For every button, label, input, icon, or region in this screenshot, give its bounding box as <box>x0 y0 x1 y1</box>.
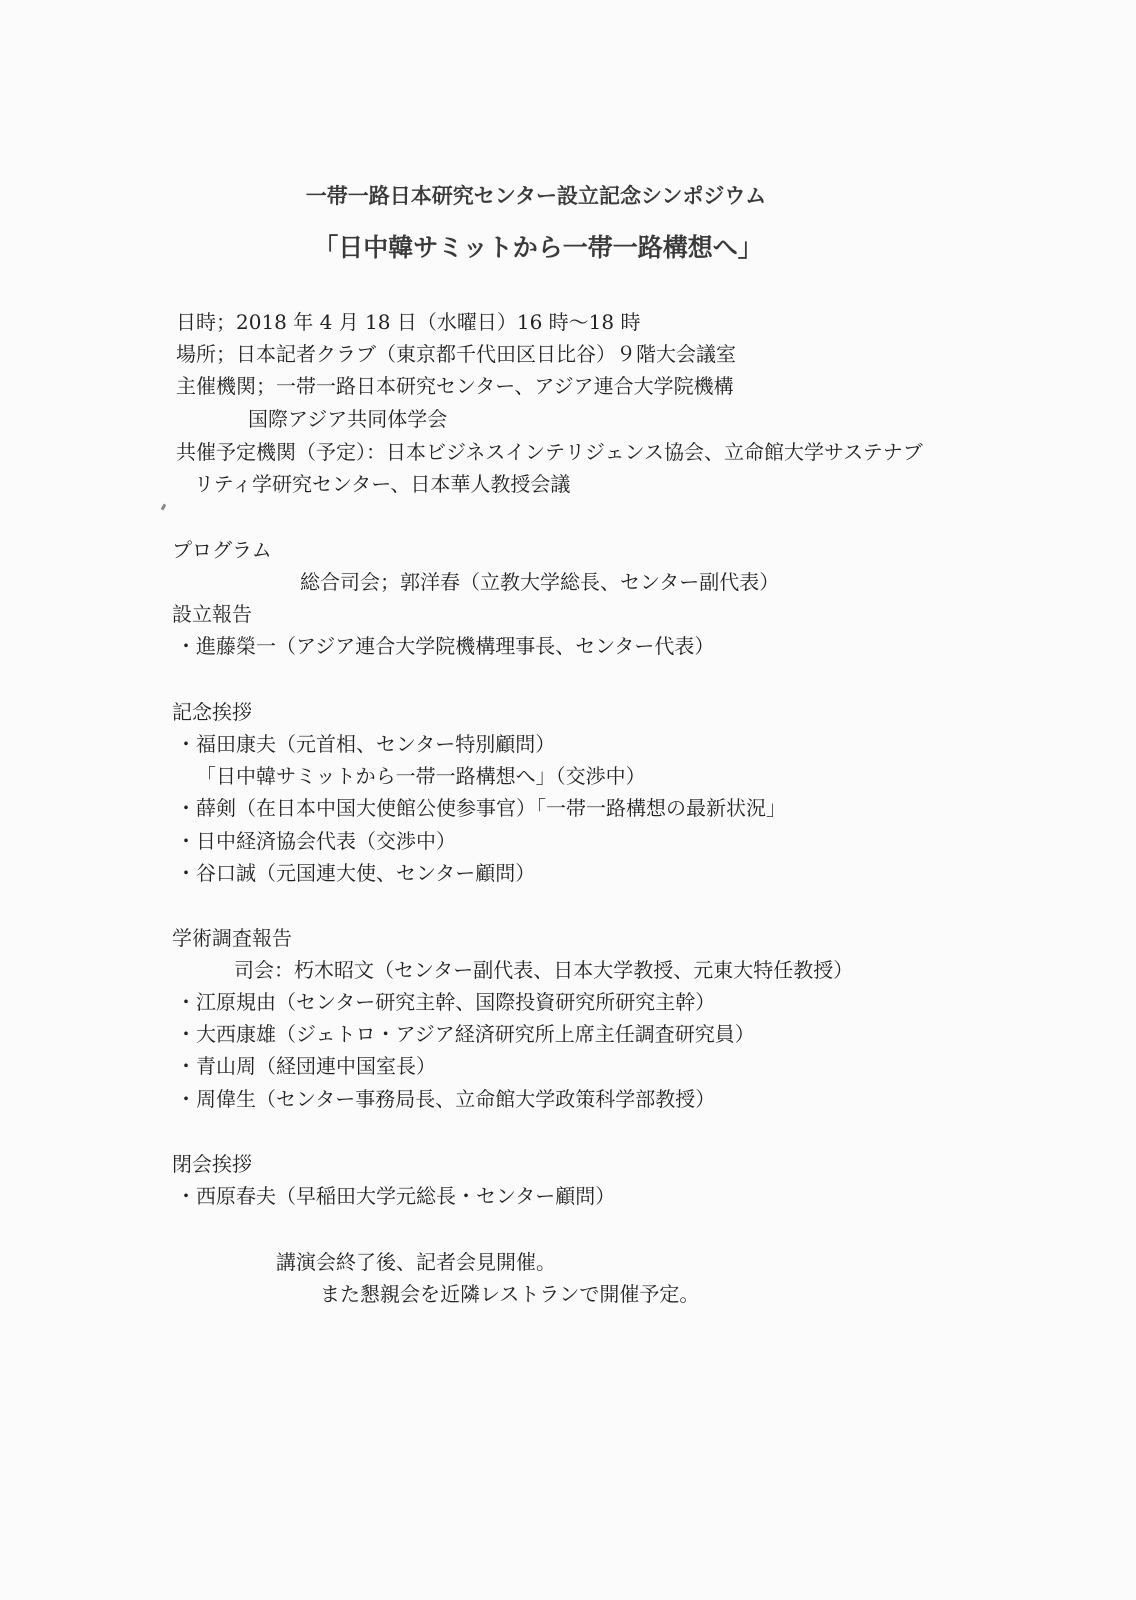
greetings-heading: 記念挨拶 <box>172 700 252 724</box>
info-organizer: 主催機関；一帯一路日本研究センター、アジア連合大学院機構 <box>176 374 734 398</box>
list-item: ・西原春夫（早稲田大学元総長・センター顧問） <box>176 1184 616 1208</box>
program-heading: プログラム <box>172 538 272 562</box>
closing-heading: 閉会挨拶 <box>172 1152 252 1176</box>
document-title: 一帯一路日本研究センター設立記念シンポジウム <box>305 184 767 208</box>
scan-speck <box>161 504 167 511</box>
list-item: ・進藤榮一（アジア連合大学院機構理事長、センター代表） <box>176 634 715 658</box>
list-item: 「日中韓サミットから一帯一路構想へ」（交渉中） <box>196 764 646 788</box>
list-item: ・日中経済協会代表（交渉中） <box>176 829 456 853</box>
info-organizer-cont: 国際アジア共同体学会 <box>248 407 448 431</box>
research-heading: 学術調査報告 <box>172 926 292 950</box>
list-item: ・江原規由（センター研究主幹、国際投資研究所研究主幹） <box>176 990 716 1014</box>
info-cosponsor: 共催予定機関（予定）：日本ビジネスインテリジェンス協会、立命館大学サステナブ <box>176 440 923 464</box>
list-item: ・福田康夫（元首相、センター特別顧問） <box>176 732 556 756</box>
document-subtitle: 「日中韓サミットから一帯一路構想へ」 <box>313 233 763 262</box>
info-venue: 場所；日本記者クラブ（東京都千代田区日比谷）９階大会議室 <box>176 342 736 366</box>
note-reception: また懇親会を近隣レストランで開催予定。 <box>320 1282 700 1306</box>
info-datetime: 日時；2018 年 4 月 18 日（水曜日）16 時～18 時 <box>176 310 641 334</box>
info-cosponsor-cont: リティ学研究センター、日本華人教授会議 <box>194 472 571 496</box>
list-item: ・青山周（経団連中国室長） <box>176 1054 436 1078</box>
list-item: ・薛剣（在日本中国大使館公使参事官）「一帯一路構想の最新状況」 <box>176 796 786 820</box>
list-item: ・大西康雄（ジェトロ・アジア経済研究所上席主任調査研究員） <box>176 1022 755 1046</box>
list-item: ・谷口誠（元国連大使、センター顧問） <box>176 861 536 885</box>
note-press: 講演会終了後、記者会見開催。 <box>276 1250 556 1274</box>
program-mc: 総合司会；郭洋春（立教大学総長、センター副代表） <box>300 570 780 594</box>
list-item: ・周偉生（センター事務局長、立命館大学政策科学部教授） <box>176 1087 716 1111</box>
founding-heading: 設立報告 <box>172 602 252 626</box>
research-mc: 司会：朽木昭文（センター副代表、日本大学教授、元東大特任教授） <box>234 958 854 982</box>
